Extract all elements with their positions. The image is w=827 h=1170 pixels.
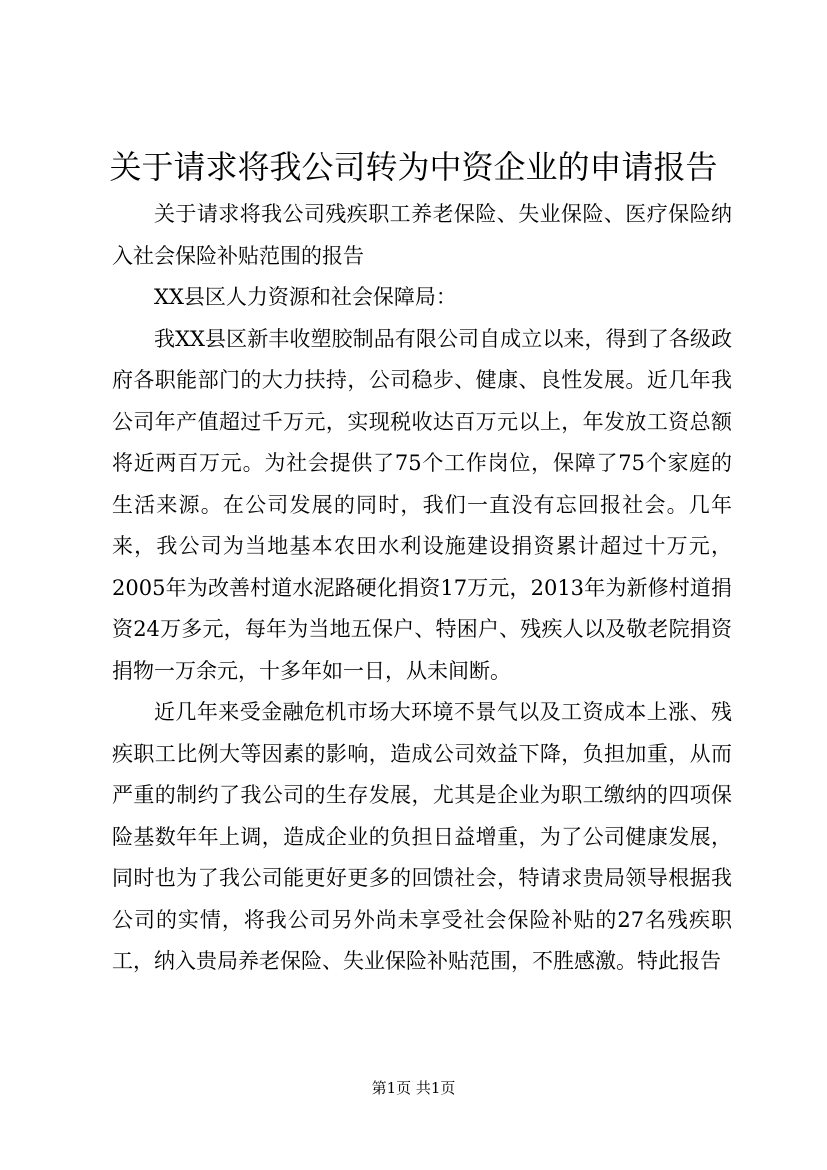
page-footer: 第1页 共1页 bbox=[371, 1079, 456, 1097]
document-title: 关于请求将我公司转为中资企业的申请报告 bbox=[109, 148, 718, 186]
body-paragraph-1: 我XX县区新丰收塑胶制品有限公司自成立以来，得到了各级政府各职能部门的大力扶持，公司稳步、健康、良性发展。近几年我公司年产值超过千万元，实现税收达百万元以上，年发放工资总额将近两百万元。为社会提供了75个工作岗位，保障了75个家庭的生活来源。在公司发展的同时，我们一直没有忘回报社会。几年来，我公司为当地基本农田水利设施建设捐资累计超过十万元，2005年为改善村道水泥路硬化捐资17万元，2013年为新修村道捐资24万多元，每年为当地五保户、特困户、残疾人以及敬老院捐资捐物一万余元，十多年如一日，从未间断。 bbox=[112, 326, 732, 683]
body-paragraph-2: 近几年来受金融危机市场大环境不景气以及工资成本上涨、残疾职工比例大等因素的影响，造成公司效益下降，负担加重，从而严重的制约了我公司的生存发展，尤其是企业为职工缴纳的四项保险基数年年上调，造成企业的负担日益增重，为了公司健康发展，同时也为了我公司能更好更多的回馈社会，特请求贵局领导根据我公司的实情，将我公司另外尚未享受社会保险补贴的27名残疾职工，纳入贵局养老保险、失业保险补贴范围，不胜感激。特此报告 bbox=[112, 700, 732, 973]
subtitle-paragraph: 关于请求将我公司残疾职工养老保险、失业保险、医疗保险纳入社会保险补贴范围的报告 bbox=[112, 202, 732, 268]
addressee-paragraph: XX县区人力资源和社会保障局： bbox=[154, 285, 457, 309]
document-body bbox=[112, 194, 732, 983]
